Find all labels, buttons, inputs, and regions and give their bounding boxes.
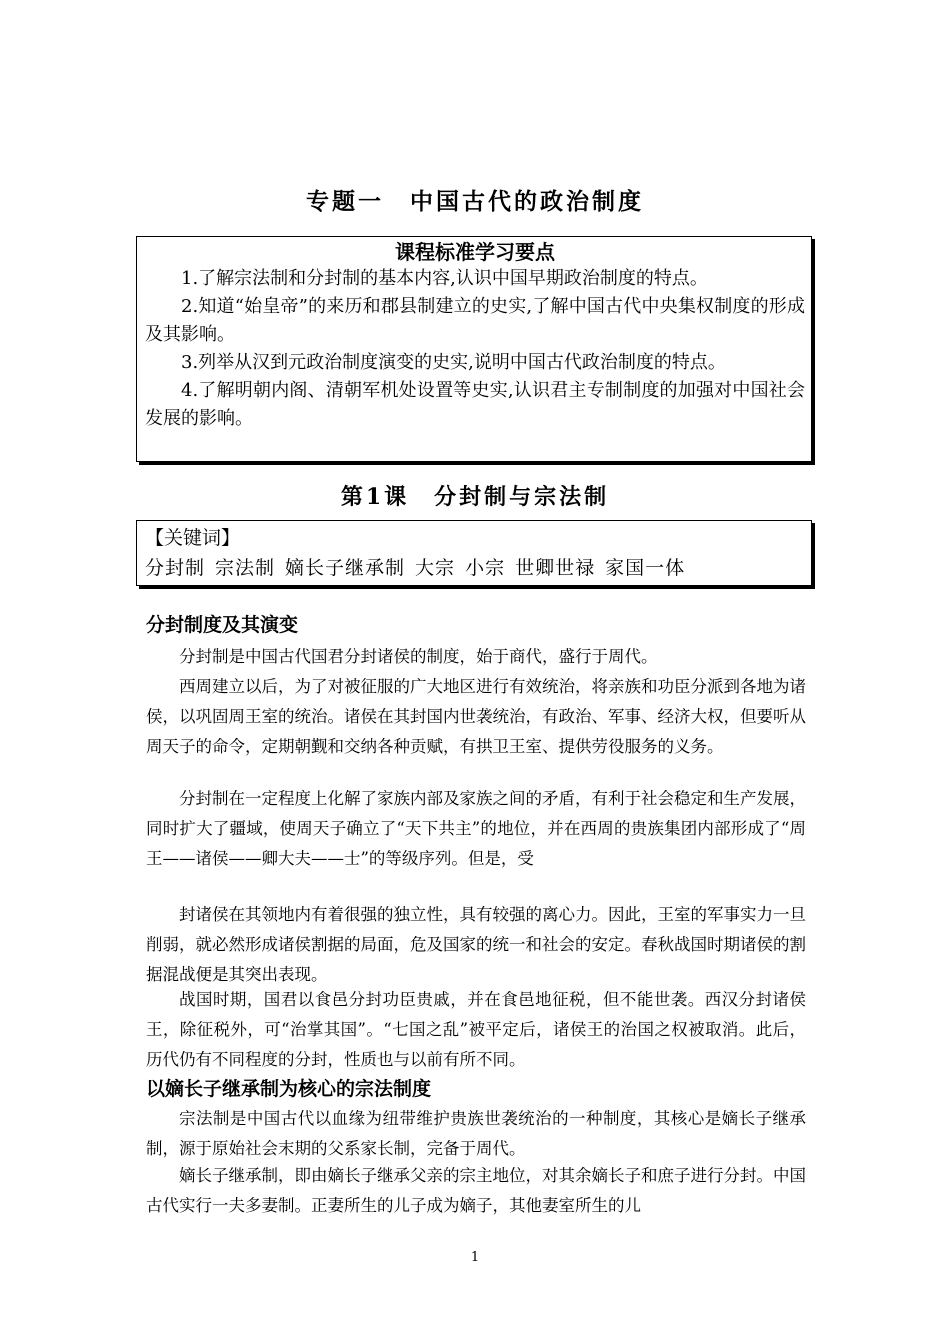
keywords-list <box>145 553 803 583</box>
standard-item: 3.列举从汉到元政治制度演变的史实,说明中国古代政治制度的特点。 <box>181 352 726 373</box>
standard-item: 4.了解明朝内阁、清朝军机处设置等史实,认识君主专制制度的加强对中国社会发展的影响。 <box>145 380 805 429</box>
keyword: 家国一体 <box>605 557 686 579</box>
paragraph: 宗法制是中国古代以血缘为纽带维护贵族世袭统治的一种制度，其核心是嫡长子继承制，源于原始社会末期的父系家长制，完备于周代。 <box>146 1109 806 1158</box>
section-heading: 分封制度及其演变 <box>146 614 299 636</box>
standard-item: 2.知道“始皇帝”的来历和郡县制建立的史实,了解中国古代中央集权制度的形成及其影响。 <box>145 296 805 345</box>
paragraph: 分封制是中国古代国君分封诸侯的制度，始于商代，盛行于周代。 <box>179 647 658 666</box>
page-number: 1 <box>470 1250 480 1265</box>
curriculum-standards-box <box>136 236 812 462</box>
keyword: 小宗 <box>465 557 506 579</box>
standard-item: 1.了解宗法制和分封制的基本内容,认识中国早期政治制度的特点。 <box>181 268 708 289</box>
paragraph: 战国时期，国君以食邑分封功臣贵戚，并在食邑地征税，但不能世袭。西汉分封诸侯王，除征税外，可“治掌其国”。“七国之乱”被平定后，诸侯王的治国之权被取消。此后，历代仍有不同程度的分封，性质也与以前有所不同。 <box>146 990 806 1069</box>
paragraph: 嫡长子继承制，即由嫡长子继承父亲的宗主地位，对其余嫡长子和庶子进行分封。中国古代实行一夫多妻制。正妻所生的儿子成为嫡子，其他妻室所生的儿 <box>146 1166 806 1215</box>
keyword: 嫡长子继承制 <box>285 557 406 579</box>
keyword: 大宗 <box>415 557 456 579</box>
keyword: 宗法制 <box>215 557 276 579</box>
paragraph: 分封制在一定程度上化解了家族内部及家族之间的矛盾，有利于社会稳定和生产发展，同时扩大了疆域，使周天子确立了“天下共主”的地位，并在西周的贵族集团内部形成了“周王——诸侯——卿大夫——士”的等级序列。但是，受 <box>146 789 806 868</box>
paragraph: 西周建立以后，为了对被征服的广大地区进行有效统治，将亲族和功臣分派到各地为诸侯，以巩固周王室的统治。诸侯在其封国内世袭统治，有政治、军事、经济大权，但要听从周天子的命令，定期朝觐和交纳各种贡赋，有拱卫王室、提供劳役服务的义务。 <box>146 677 806 756</box>
keyword: 世卿世禄 <box>515 557 596 579</box>
keywords-heading: 【关键词】 <box>145 527 241 549</box>
page-title: 专题一 中国古代的政治制度 <box>306 188 644 215</box>
paragraph: 封诸侯在其领地内有着很强的独立性，具有较强的离心力。因此，王室的军事实力一旦削弱，就必然形成诸侯割据的局面，危及国家的统一和社会的安定。春秋战国时期诸侯的割据混战便是其突出表现。 <box>146 905 806 984</box>
lesson-title: 第1课 分封制与宗法制 <box>340 484 610 510</box>
keyword: 分封制 <box>145 557 206 579</box>
standards-heading: 课程标准学习要点 <box>395 240 555 264</box>
section-heading: 以嫡长子继承制为核心的宗法制度 <box>146 1078 432 1100</box>
keywords-box <box>136 520 812 586</box>
